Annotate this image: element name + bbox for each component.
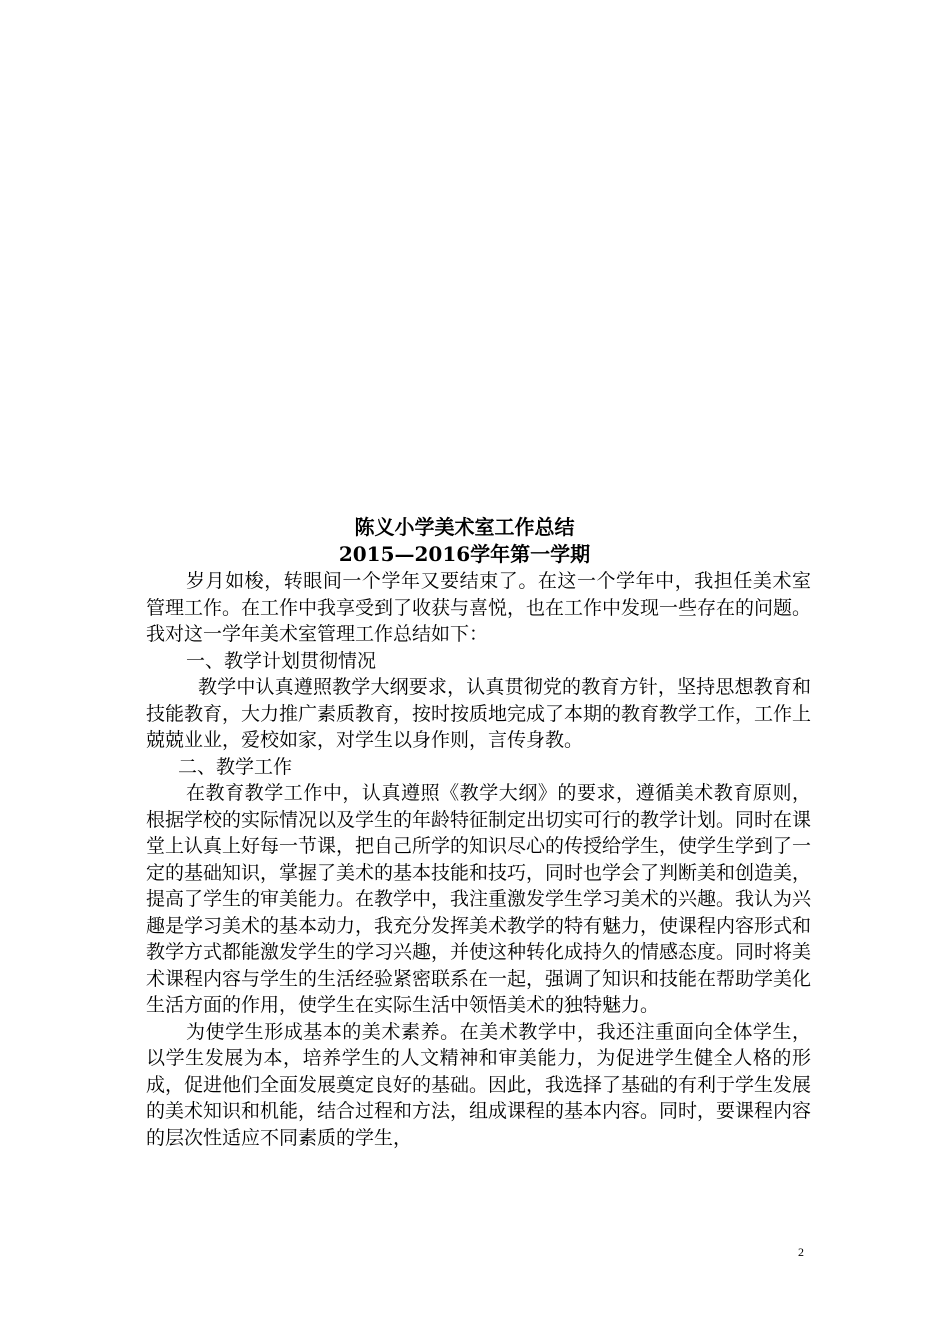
section-2-paragraph-1: 在教育教学工作中，认真遵照《教学大纲》的要求，遵循美术教育原则，根据学校的实际情况以及学生的年龄特征制定出切实可行的教学计划。同时在课堂上认真上好每一节课，把自己所学的知识尽心的传授给学生，使学生学到了一定的基础知识，掌握了美术的基本技能和技巧，同时也学会了判断美和创造美，提高了学生的审美能力。在教学中，我注重激发学生学习美术的兴趣。我认为兴趣是学习美术的基本动力，我充分发挥美术教学的特有魅力，使课程内容形式和教学方式都能激发学生的学习兴趣，并使这种转化成持久的情感态度。同时将美术课程内容与学生的生活经验紧密联系在一起，强调了知识和技能在帮助学美化生活方面的作用，使学生在实际生活中领悟美术的独特魅力。 [146, 782, 812, 1016]
intro-paragraph: 岁月如梭，转眼间一个学年又要结束了。在这一个学年中，我担任美术室管理工作。在工作中我享受到了收获与喜悦，也在工作中发现一些存在的问题。我对这一学年美术室管理工作总结如下： [146, 570, 812, 645]
document-subtitle: 2015—2016学年第一学期 [338, 542, 591, 566]
section-2-paragraph-2: 为使学生形成基本的美术素养。在美术教学中，我还注重面向全体学生，以学生发展为本，培养学生的人文精神和审美能力，为促进学生健全人格的形成，促进他们全面发展奠定良好的基础。因此，我选择了基础的有利于学生发展的美术知识和机能，结合过程和方法，组成课程的基本内容。同时，要课程内容的层次性适应不同素质的学生， [146, 1020, 812, 1149]
document-body [146, 514, 811, 1151]
document-title: 陈义小学美术室工作总结 [354, 515, 575, 539]
section-1-paragraph: 教学中认真遵照教学大纲要求，认真贯彻党的教育方针，坚持思想教育和技能教育，大力推广素质教育，按时按质地完成了本期的教育教学工作，工作上兢兢业业，爱校如家，对学生以身作则，言传身教。 [146, 676, 812, 751]
section-heading-2: 二、教学工作 [178, 755, 293, 778]
section-heading-1: 一、教学计划贯彻情况 [186, 649, 377, 672]
page-number: 2 [798, 1245, 804, 1259]
